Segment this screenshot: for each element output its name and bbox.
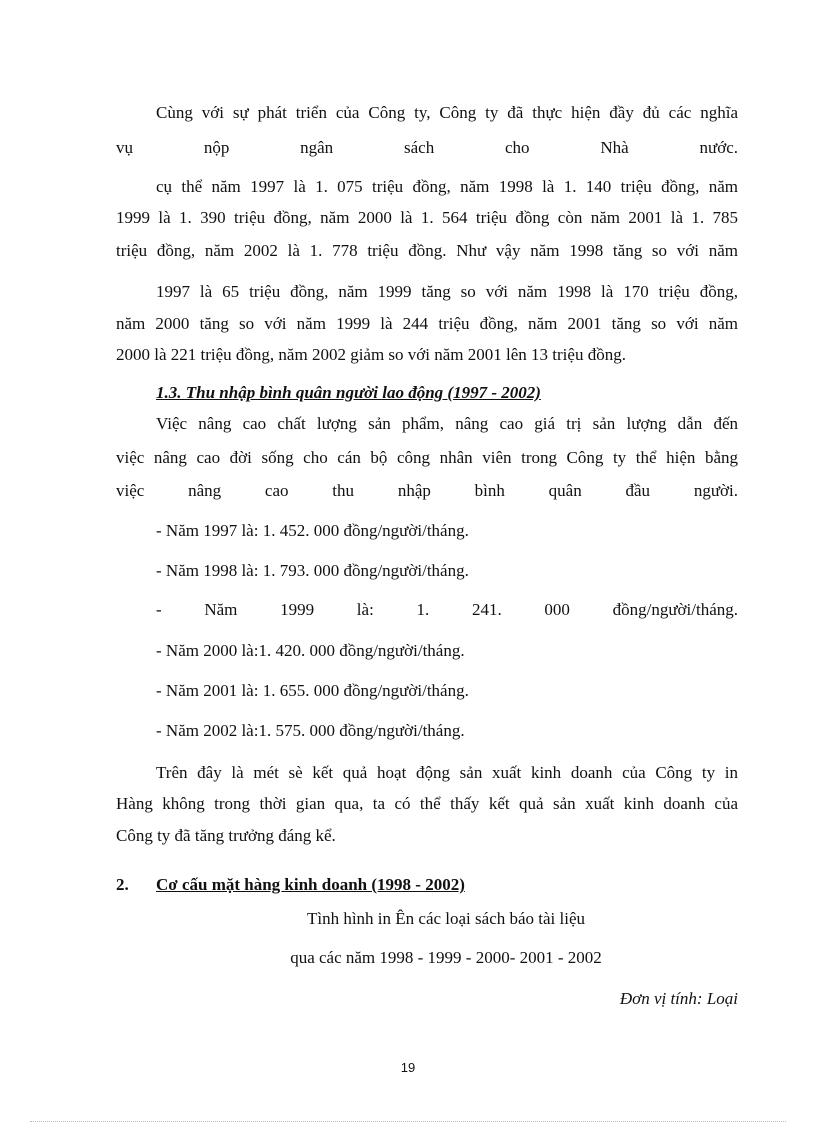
paragraph-line: việc nâng cao thu nhập bình quân đầu người.: [116, 481, 738, 500]
section-heading: 1.3. Thu nhập bình quân người lao động (1997 - 2002): [156, 383, 541, 402]
paragraph-line: Cùng với sự phát triển của Công ty, Công ty đã thực hiện đầy đủ các nghĩa: [156, 103, 738, 122]
page-number: 19: [400, 1060, 416, 1075]
list-item: - Năm 1997 là: 1. 452. 000 đồng/người/tháng.: [156, 521, 469, 540]
paragraph-line: việc nâng cao đời sống cho cán bộ công nhân viên trong Công ty thể hiện bằng: [116, 448, 738, 467]
paragraph-line: năm 2000 tăng so với năm 1999 là 244 triệu đồng, năm 2001 tăng so với năm: [116, 314, 738, 333]
section-title: Cơ cấu mặt hàng kinh doanh (1998 - 2002): [156, 875, 465, 894]
paragraph-line: vụ nộp ngân sách cho Nhà nước.: [116, 138, 738, 157]
paragraph-line: triệu đồng, năm 2002 là 1. 778 triệu đồng. Như vậy năm 1998 tăng so với năm: [116, 241, 738, 260]
list-item: - Năm 1999 là: 1. 241. 000 đồng/người/tháng.: [156, 600, 738, 619]
paragraph-line: Hàng không trong thời gian qua, ta có thể thấy kết quả sản xuất kinh doanh của: [116, 794, 738, 813]
paragraph-line: 2000 là 221 triệu đồng, năm 2002 giảm so với năm 2001 lên 13 triệu đồng.: [116, 345, 626, 364]
paragraph-line: cụ thể năm 1997 là 1. 075 triệu đồng, năm 1998 là 1. 140 triệu đồng, năm: [156, 177, 738, 196]
paragraph-line: Công ty đã tăng trưởng đáng kể.: [116, 826, 336, 845]
section-heading: [156, 874, 465, 896]
list-item: - Năm 1998 là: 1. 793. 000 đồng/người/tháng.: [156, 561, 469, 580]
list-item: - Năm 2002 là:1. 575. 000 đồng/người/tháng.: [156, 721, 465, 740]
paragraph-line: Trên đây là mét sè kết quả hoạt động sản xuất kinh doanh của Công ty in: [156, 763, 738, 782]
unit-label: Đơn vị tính: Loại: [619, 989, 738, 1008]
table-caption: Tình hình in Ên các loại sách báo tài liệu: [306, 909, 586, 928]
paragraph-line: 1997 là 65 triệu đồng, năm 1999 tăng so với năm 1998 là 170 triệu đồng,: [156, 282, 738, 301]
list-item: - Năm 2000 là:1. 420. 000 đồng/người/tháng.: [156, 641, 465, 660]
paragraph-line: 1999 là 1. 390 triệu đồng, năm 2000 là 1. 564 triệu đồng còn năm 2001 là 1. 785: [116, 208, 738, 227]
section-number: 2.: [116, 875, 129, 894]
list-item: - Năm 2001 là: 1. 655. 000 đồng/người/tháng.: [156, 681, 469, 700]
table-caption: qua các năm 1998 - 1999 - 2000- 2001 - 2002: [290, 948, 602, 967]
paragraph-line: Việc nâng cao chất lượng sản phẩm, nâng cao giá trị sản lượng dẫn đến: [156, 414, 738, 433]
page-border: [30, 1121, 786, 1122]
